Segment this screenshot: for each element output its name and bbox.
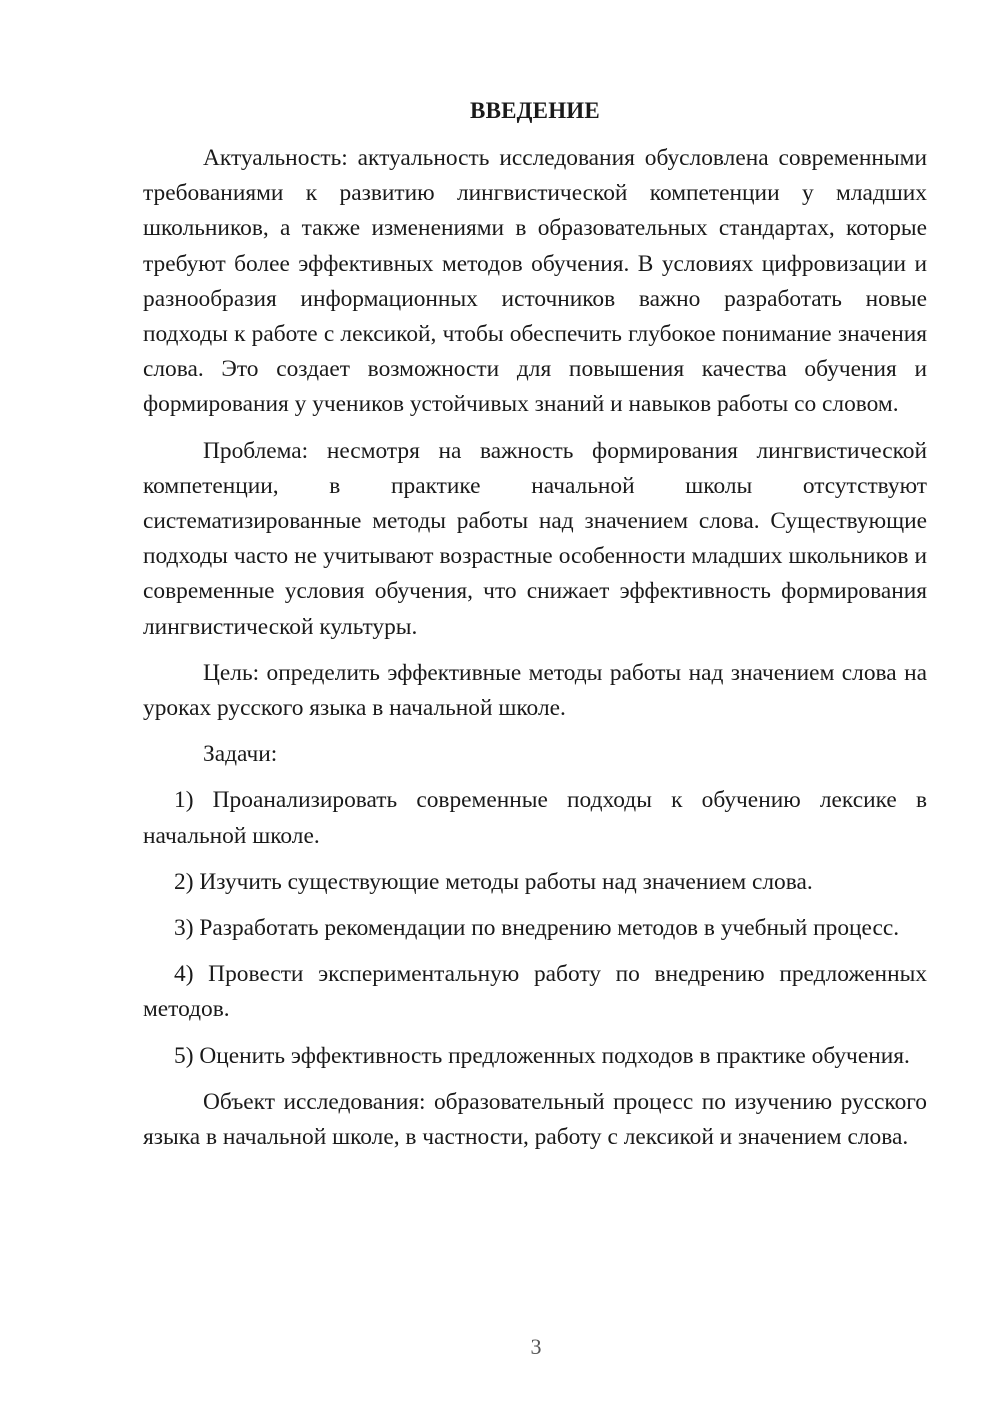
tasks-label: Задачи: bbox=[203, 741, 278, 768]
paragraph-problem: Проблема: несмотря на важность формирования лингвистической компетенции, в практике начальной школы отсутствуют систематизированные методы работы над значением слова. Существующие подходы часто не учитывают возрастные особенности младших школьников и современные условия обучения, что снижает эффективность формирования лингвистической культуры. bbox=[143, 437, 927, 640]
task-item-5: 5) Оценить эффективность предложенных подходов в практике обучения. bbox=[174, 1042, 910, 1069]
paragraph-relevance: Актуальность: актуальность исследования обусловлена современными требованиями к развитию лингвистической компетенции у младших школьников, а также изменениями в образовательных стандартах, которые требуют более эффективных методов обучения. В условиях цифровизации и разнообразия информационных источников важно разработать новые подходы к работе с лексикой, чтобы обеспечить глубокое понимание значения слова. Это создает возможности для повышения качества обучения и формирования у учеников устойчивых знаний и навыков работы со словом. bbox=[143, 145, 927, 418]
task-item-2: 2) Изучить существующие методы работы над значением слова. bbox=[174, 868, 813, 895]
document-body bbox=[143, 94, 927, 1155]
paragraph-goal: Цель: определить эффективные методы работы над значением слова на уроках русского языка в начальной школе. bbox=[143, 659, 927, 722]
page-number: 3 bbox=[530, 1334, 542, 1359]
task-item-3: 3) Разработать рекомендации по внедрению методов в учебный процесс. bbox=[174, 915, 900, 942]
section-heading: ВВЕДЕНИЕ bbox=[470, 98, 600, 123]
paragraph-object: Объект исследования: образовательный процесс по изучению русского языка в начальной школе, в частности, работу с лексикой и значением слова. bbox=[143, 1088, 927, 1151]
task-item-4: 4) Провести экспериментальную работу по внедрению предложенных методов. bbox=[143, 961, 927, 1023]
task-item-1: 1) Проанализировать современные подходы к обучению лексике в начальной школе. bbox=[143, 787, 927, 849]
